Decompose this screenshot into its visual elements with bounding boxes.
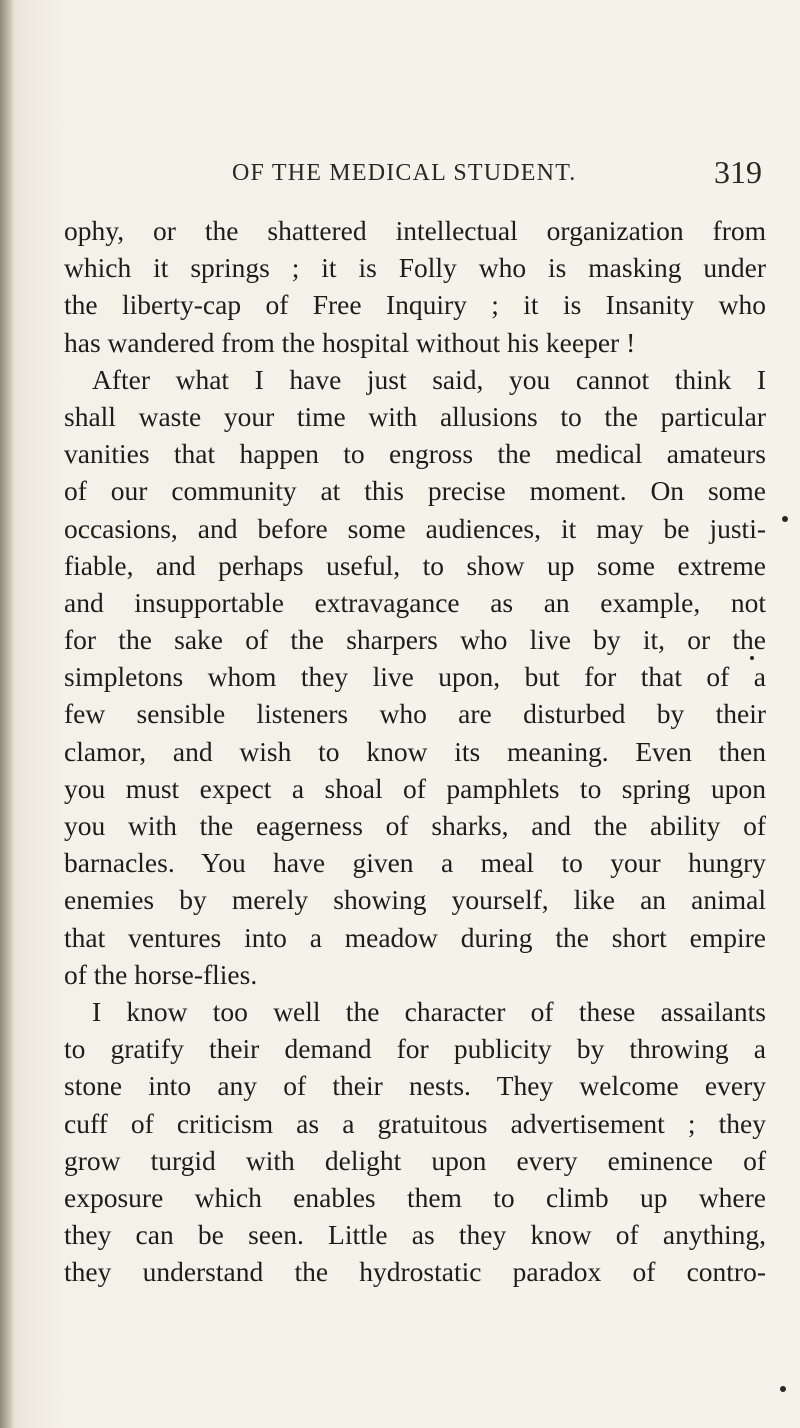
text-line: of our community at this precise moment. On some: [64, 475, 766, 507]
text-line: few sensible listeners who are disturbed by their: [64, 698, 766, 730]
text-line: cuff of criticism as a gratuitous advertisement ; they: [64, 1107, 766, 1139]
text-line: fiable, and perhaps useful, to show up some extreme: [64, 549, 766, 581]
text-line: After what I have just said, you cannot think I: [92, 363, 766, 395]
text-line: of the horse-flies.: [64, 958, 258, 990]
page-number: 319: [714, 154, 762, 190]
text-line: occasions, and before some audiences, it may be justi-: [64, 512, 766, 544]
text-line: exposure which enables them to climb up where: [64, 1181, 766, 1213]
ink-speck: [750, 656, 754, 660]
ink-speck: [782, 516, 788, 522]
text-line: you with the eagerness of sharks, and the ability of: [64, 810, 766, 841]
text-line: vanities that happen to engross the medical amateurs: [64, 438, 766, 470]
text-line: has wandered from the hospital without his keeper !: [64, 326, 636, 358]
text-line: enemies by merely showing yourself, like an animal: [64, 884, 766, 916]
text-line: you must expect a shoal of pamphlets to spring upon: [64, 772, 766, 804]
text-line: to gratify their demand for publicity by throwing a: [64, 1033, 766, 1065]
body-text: [64, 212, 766, 1290]
text-line: shall waste your time with allusions to the particular: [64, 400, 766, 432]
text-line: they can be seen. Little as they know of anything,: [64, 1219, 766, 1251]
text-line: grow turgid with delight upon every eminence of: [64, 1144, 766, 1176]
text-line: and insupportable extravagance as an example, not: [64, 586, 766, 618]
text-line: simpletons whom they live upon, but for that of a: [64, 661, 766, 693]
text-line: barnacles. You have given a meal to your hungry: [64, 847, 766, 879]
text-line: for the sake of the sharpers who live by it, or the: [64, 624, 766, 656]
text-line: ophy, or the shattered intellectual organization from: [64, 215, 766, 246]
running-head: OF THE MEDICAL STUDENT.: [232, 160, 577, 186]
ink-speck: [780, 1386, 786, 1392]
text-line: clamor, and wish to know its meaning. Even then: [64, 735, 766, 767]
text-line: stone into any of their nests. They welcome every: [64, 1070, 766, 1102]
text-line: which it springs ; it is Folly who is masking under: [64, 252, 766, 284]
text-line: they understand the hydrostatic paradox of contro-: [64, 1256, 766, 1288]
text-line: the liberty-cap of Free Inquiry ; it is Insanity who: [64, 289, 766, 321]
text-line: that ventures into a meadow during the short empire: [64, 921, 766, 953]
page-gutter-shadow: [0, 0, 14, 1428]
text-line: I know too well the character of these assailants: [92, 995, 766, 1027]
page-header: [232, 150, 762, 194]
